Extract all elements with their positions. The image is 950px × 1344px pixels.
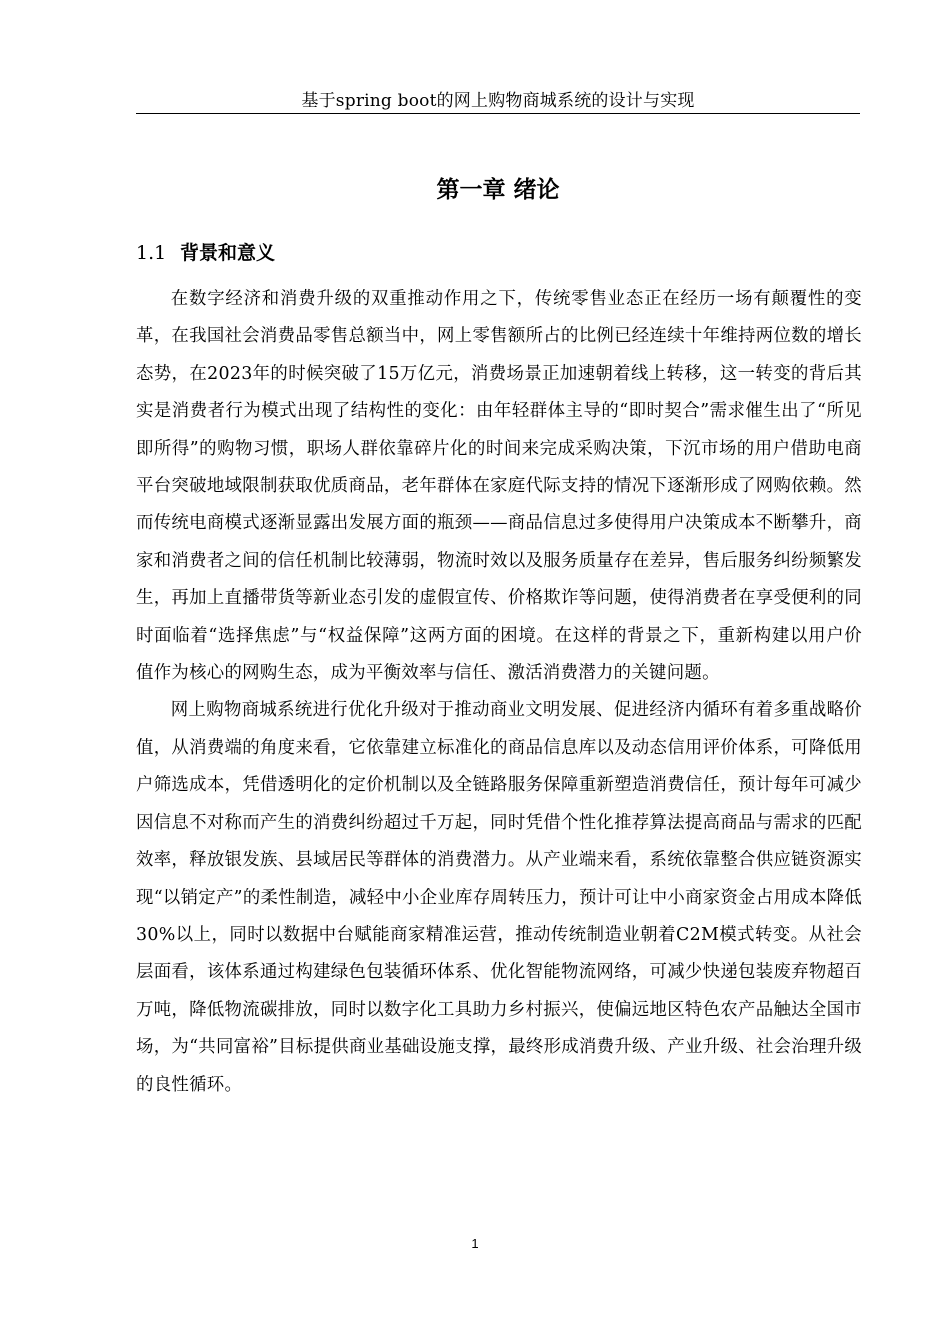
body-text [136,281,862,1104]
section-number: 1.1 [136,242,167,264]
header-rule [136,113,860,114]
running-header: 基于spring boot的网上购物商城系统的设计与实现 [301,91,695,111]
paragraph: 网上购物商城系统进行优化升级对于推动商业文明发展、促进经济内循环有着多重战略价值，从消费端的角度来看，它依靠建立标准化的商品信息库以及动态信用评价体系，可降低用户筛选成本，凭借透明化的定价机制以及全链路服务保障重新塑造消费信任，预计每年可减少因信息不对称而产生的消费纠纷超过千万起，同时凭借个性化推荐算法提高商品与需求的匹配效率，释放银发族、县域居民等群体的消费潜力。从产业端来看，系统依靠整合供应链资源实现“以销定产”的柔性制造，减轻中小企业库存周转压力，预计可让中小商家资金占用成本降低30%以上，同时以数据中台赋能商家精准运营，推动传统制造业朝着C2M模式转变。从社会层面看，该体系通过构建绿色包装循环体系、优化智能物流网络，可减少快递包装废弃物超百万吨，降低物流碳排放，同时以数字化工具助力乡村振兴，使偏远地区特色农产品触达全国市场，为“共同富裕”目标提供商业基础设施支撑，最终形成消费升级、产业升级、社会治理升级的良性循环。 [136,700,863,1095]
page-number: 1 [471,1236,479,1251]
section-title: 背景和意义 [180,242,276,264]
section-heading [136,238,275,268]
chapter-title: 第一章 绪论 [436,177,560,203]
paragraph: 在数字经济和消费升级的双重推动作用之下，传统零售业态正在经历一场有颠覆性的变革，在我国社会消费品零售总额当中，网上零售额所占的比例已经连续十年维持两位数的增长态势，在2023年的时候突破了15万亿元，消费场景正加速朝着线上转移，这一转变的背后其实是消费者行为模式出现了结构性的变化：由年轻群体主导的“即时契合”需求催生出了“所见即所得”的购物习惯，职场人群依靠碎片化的时间来完成采购决策，下沉市场的用户借助电商平台突破地域限制获取优质商品，老年群体在家庭代际支持的情况下逐渐形成了网购依赖。然而传统电商模式逐渐显露出发展方面的瓶颈——商品信息过多使得用户决策成本不断攀升，商家和消费者之间的信任机制比较薄弱，物流时效以及服务质量存在差异，售后服务纠纷频繁发生，再加上直播带货等新业态引发的虚假宣传、价格欺诈等问题，使得消费者在享受便利的同时面临着“选择焦虑”与“权益保障”这两方面的困境。在这样的背景之下，重新构建以用户价值作为核心的网购生态，成为平衡效率与信任、激活消费潜力的关键问题。 [136,289,862,684]
